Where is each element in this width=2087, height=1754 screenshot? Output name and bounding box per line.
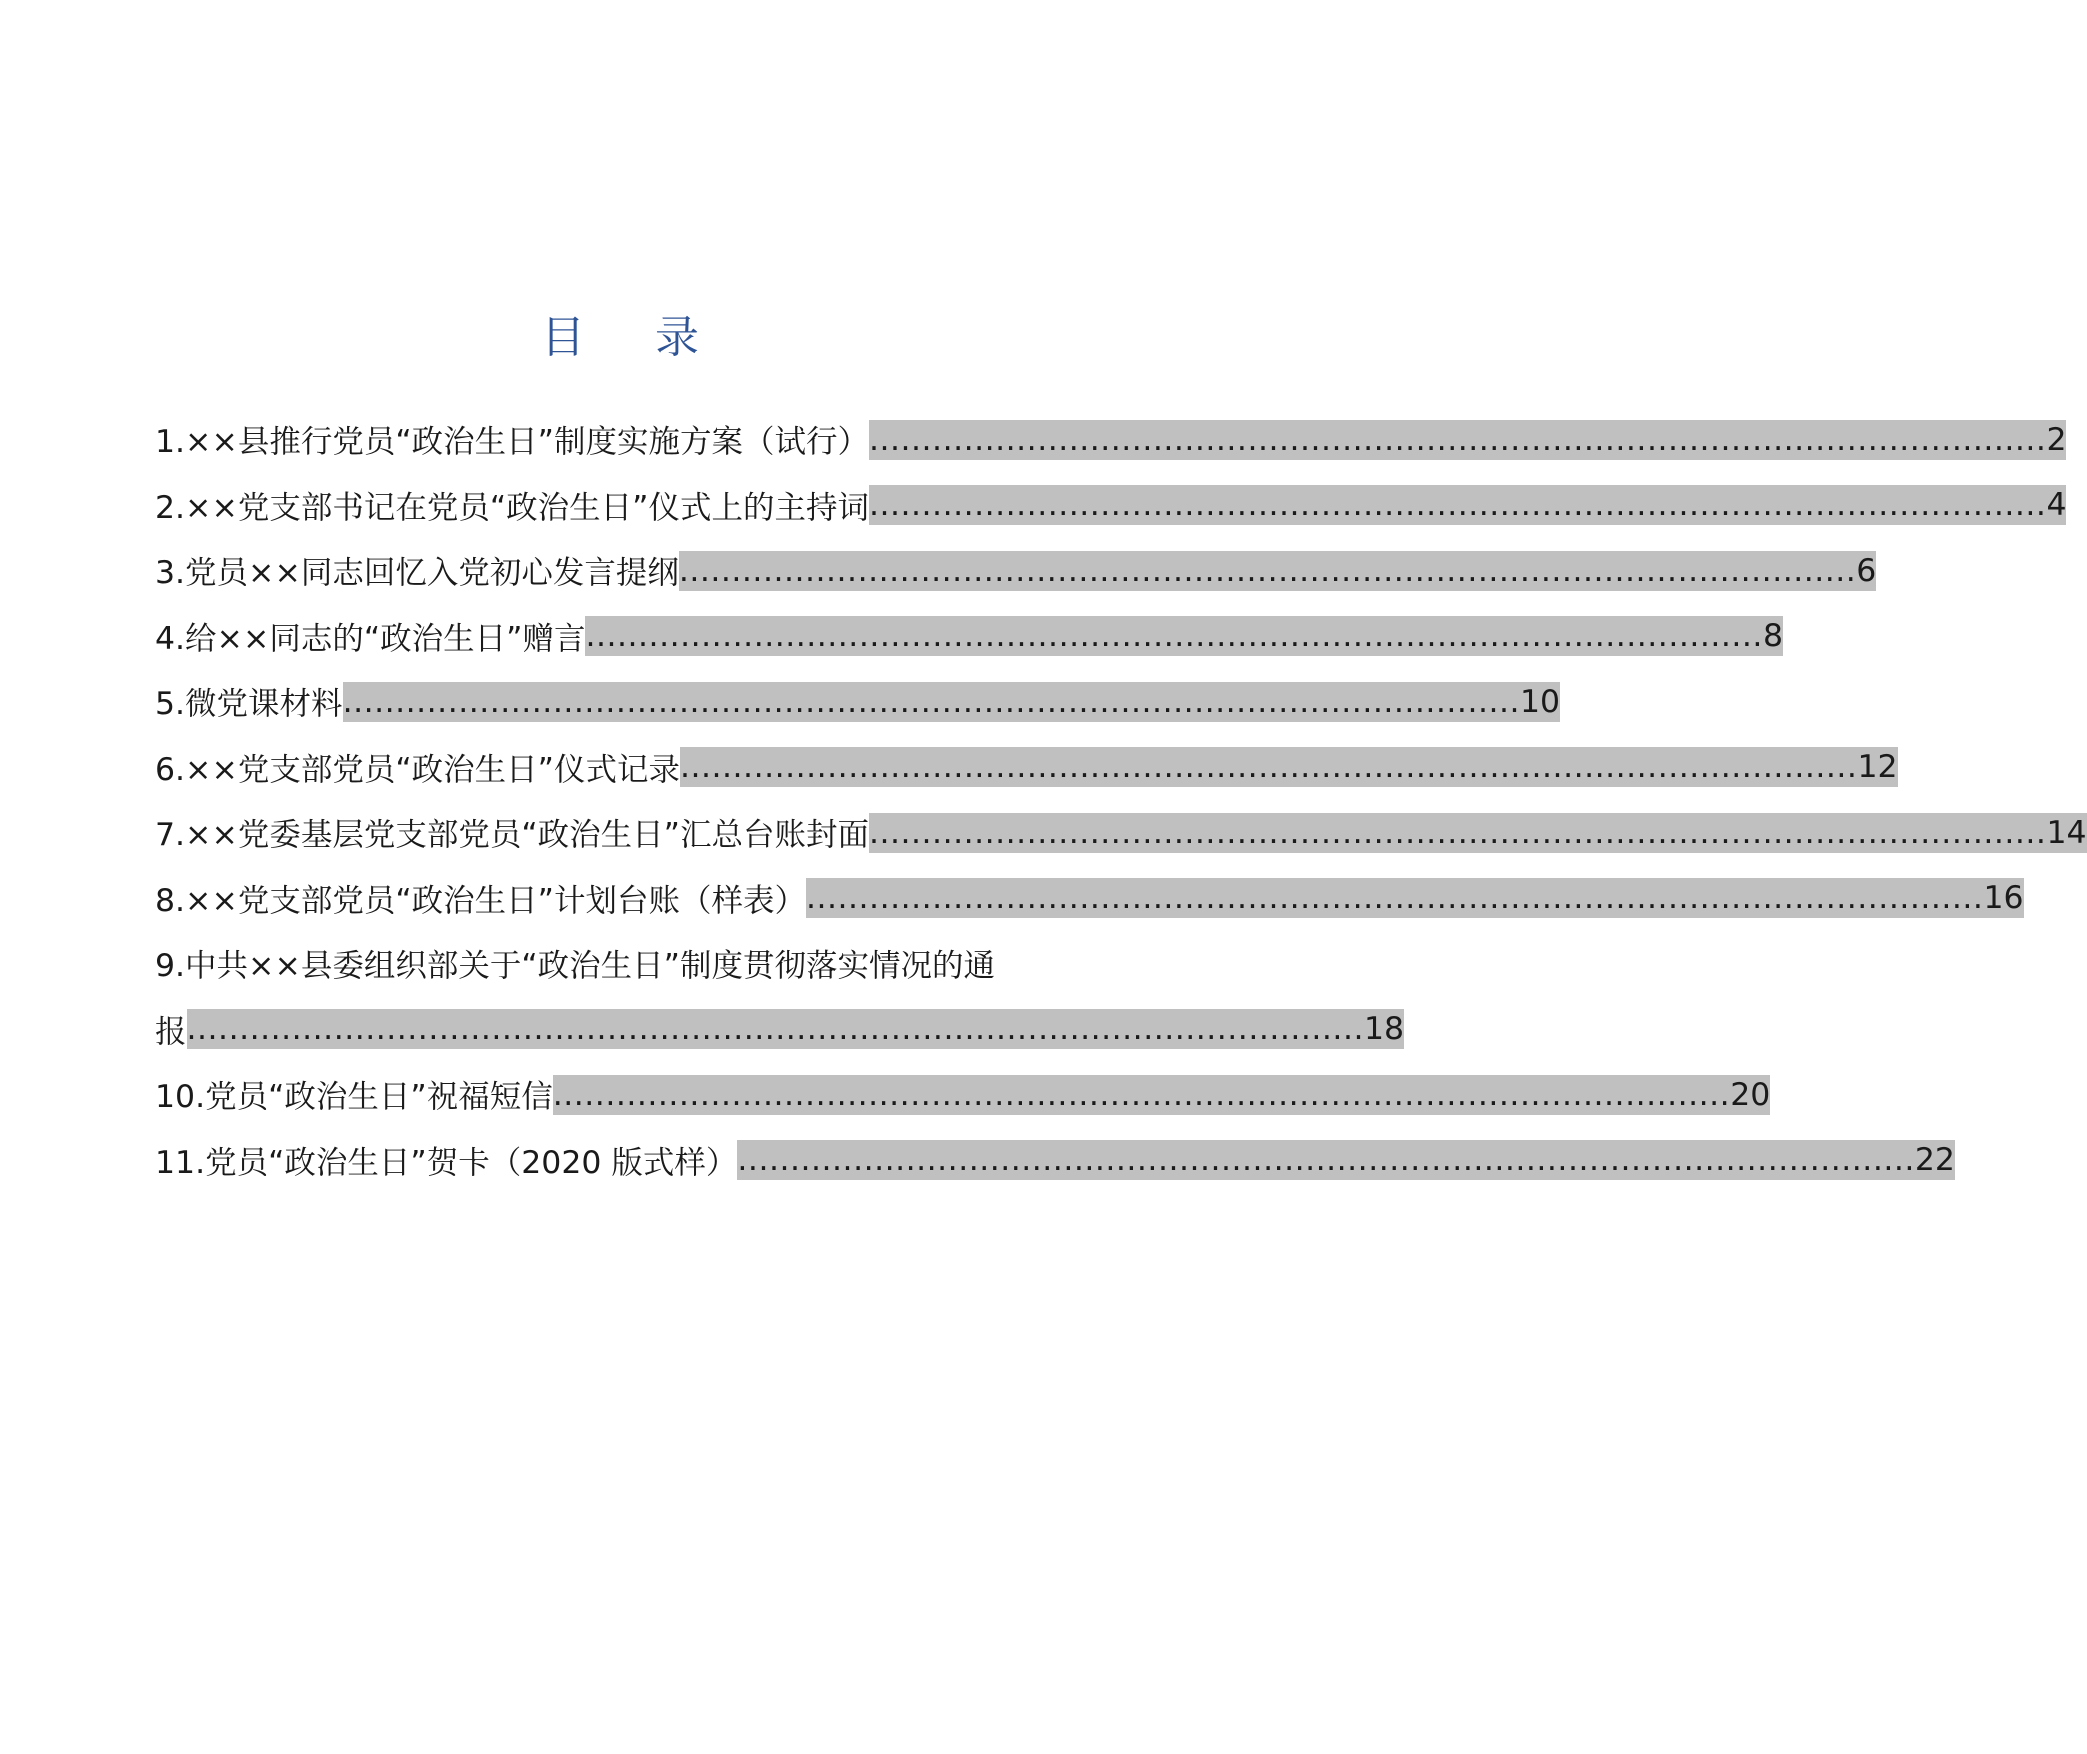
dot-leader: ................................................................................................................ <box>585 618 1763 655</box>
toc-entry-title: 2.××党支部书记在党员“政治生日”仪式上的主持词 <box>155 489 869 526</box>
toc-entry-6[interactable] <box>155 735 1898 801</box>
dot-leader: ................................................................................................................ <box>678 552 1857 589</box>
toc-entry-title: 6.××党支部党员“政治生日”仪式记录 <box>155 751 680 788</box>
toc-page-number: 10 <box>1520 683 1561 720</box>
toc-leader <box>679 551 1877 591</box>
toc-entry-10[interactable] <box>155 1062 1771 1128</box>
toc-entry-5[interactable] <box>155 669 1561 735</box>
toc-leader <box>737 1140 1955 1180</box>
toc-leader <box>869 485 2067 525</box>
dot-leader: ................................................................................................................ <box>186 1011 1364 1048</box>
toc-page-number: 20 <box>1730 1076 1771 1113</box>
dot-leader: ................................................................................................................ <box>868 421 2047 458</box>
dot-leader: ................................................................................................................ <box>552 1076 1731 1113</box>
dot-leader: ................................................................................................................ <box>679 749 1858 786</box>
toc-entry-9[interactable] <box>155 931 1405 1062</box>
toc-entry-3[interactable] <box>155 538 1877 604</box>
toc-leader <box>869 420 2067 460</box>
toc-leader <box>187 1009 1405 1049</box>
dot-leader: ................................................................................................................ <box>868 487 2047 524</box>
dot-leader: ................................................................................................................ <box>805 880 1984 917</box>
toc-entry-7[interactable] <box>155 800 2087 866</box>
toc-page-number: 16 <box>1983 880 2024 917</box>
toc-page-number: 14 <box>2046 814 2087 851</box>
table-of-contents <box>155 407 2087 1193</box>
toc-page-number: 2 <box>2046 421 2067 458</box>
toc-leader <box>553 1075 1771 1115</box>
toc-page-number: 4 <box>2046 487 2067 524</box>
toc-page-number: 8 <box>1762 618 1783 655</box>
toc-title: 目 录 <box>541 312 727 363</box>
toc-entry-title: 5.微党课材料 <box>155 686 343 723</box>
toc-entry-title-continued: 报 <box>155 1013 187 1050</box>
toc-leader <box>585 616 1783 656</box>
toc-entry-title: 10.党员“政治生日”祝福短信 <box>155 1079 553 1116</box>
toc-entry-2[interactable] <box>155 473 2067 539</box>
toc-entry-4[interactable] <box>155 604 1783 670</box>
toc-page-number: 22 <box>1914 1142 1955 1179</box>
toc-leader <box>869 813 2087 853</box>
toc-entry-title: 11.党员“政治生日”贺卡（2020 版式样） <box>155 1144 738 1181</box>
toc-entry-1[interactable] <box>155 407 2067 473</box>
toc-page-number: 6 <box>1856 552 1877 589</box>
toc-entry-title: 1.××县推行党员“政治生日”制度实施方案（试行） <box>155 424 869 461</box>
toc-entry-8[interactable] <box>155 866 2024 932</box>
dot-leader: ................................................................................................................ <box>342 683 1521 720</box>
toc-leader <box>680 747 1898 787</box>
toc-entry-title: 7.××党委基层党支部党员“政治生日”汇总台账封面 <box>155 817 869 854</box>
toc-entry-title: 4.给××同志的“政治生日”赠言 <box>155 620 586 657</box>
toc-entry-11[interactable] <box>155 1128 1955 1194</box>
toc-leader <box>806 878 2024 918</box>
toc-page-number: 18 <box>1363 1011 1405 1048</box>
toc-page-number: 12 <box>1857 749 1898 786</box>
toc-entry-title: 3.党员××同志回忆入党初心发言提纲 <box>155 555 679 592</box>
dot-leader: ................................................................................................................ <box>868 814 2047 851</box>
toc-entry-title: 9.中共××县委组织部关于“政治生日”制度贯彻落实情况的通 <box>155 948 995 985</box>
toc-leader <box>343 682 1561 722</box>
toc-entry-title: 8.××党支部党员“政治生日”计划台账（样表） <box>155 882 806 919</box>
dot-leader: ................................................................................................................ <box>737 1142 1915 1179</box>
